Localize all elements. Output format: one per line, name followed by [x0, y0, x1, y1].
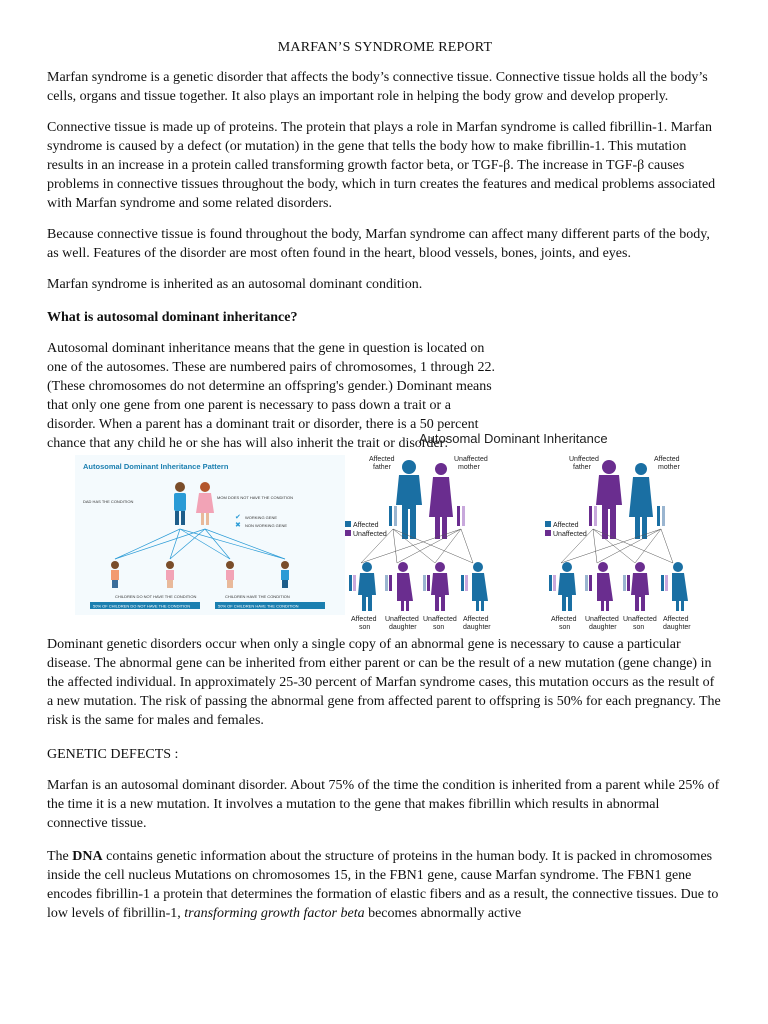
p1-father-l1: Affected: [369, 456, 395, 463]
svg-text:son: son: [359, 624, 371, 631]
inheritance-tree-diagram: [339, 451, 723, 633]
svg-text:Unaffected: Unaffected: [423, 616, 457, 623]
svg-text:daughter: daughter: [463, 624, 491, 631]
panel-affected-father: [345, 456, 491, 631]
chance-yes-label: 50% OF CHILDREN HAVE THE CONDITION: [218, 603, 299, 609]
svg-text:Affected: Affected: [351, 616, 377, 623]
paragraph-marfan: Marfan is an autosomal dominant disorder. About 75% of the time the condition is inherited from a parent while 25% of the time it is a new mutation. It involves a mutation to the gene that makes fibrillin which results in abnormal connective tissue.: [47, 778, 720, 831]
svg-text:Affected: Affected: [551, 616, 577, 623]
svg-text:son: son: [559, 624, 571, 631]
right-fig-title: Autosomal Dominant Inheritance: [419, 431, 608, 446]
p1-legend-affected: Affected: [353, 522, 379, 529]
svg-text:Unaffected: Unaffected: [623, 616, 657, 623]
left-fig-title: Autosomal Dominant Inheritance Pattern: [83, 462, 229, 471]
panel-affected-mother: [545, 456, 691, 631]
dad-label: DAD HAS THE CONDITION: [83, 499, 134, 504]
mom-label: MOM DOES NOT HAVE THE CONDITION: [217, 495, 294, 500]
dna-term: DNA: [72, 849, 103, 864]
tgf-beta-term: transforming growth factor beta: [184, 906, 365, 921]
svg-text:son: son: [633, 624, 645, 631]
p1-legend-unaffected: Unaffected: [353, 531, 387, 538]
svg-text:Affected: Affected: [663, 616, 689, 623]
svg-text:Unaffected: Unaffected: [385, 616, 419, 623]
children-yes-label: CHILDREN HAVE THE CONDITION: [225, 594, 290, 599]
p2-legend-unaffected: Unaffected: [553, 531, 587, 538]
paragraph-dominant: Dominant genetic disorders occur when only a single copy of an abnormal gene is necessary to cause a particular disease. The abnormal gene can be inherited from either parent or can be the result of a new mutation (gene change) in the affected individual. In approximately 25-30 percent of Marfan syndrome cases, this mutation occurs as the result of a new mutation. The risk of passing the abnormal gene from affected parent to offspring is 50% for each pregnancy. The risk is the same for males and females.: [47, 637, 721, 728]
svg-text:✖: ✖: [235, 521, 241, 529]
svg-text:daughter: daughter: [389, 624, 417, 631]
svg-text:Unaffected: Unaffected: [585, 616, 619, 623]
p2-legend-affected: Affected: [553, 522, 579, 529]
svg-text:son: son: [433, 624, 445, 631]
p2-mother-l2: mother: [658, 464, 680, 471]
svg-text:daughter: daughter: [663, 624, 691, 631]
legend-working: WORKING GENE: [245, 515, 278, 520]
genetic-defects-heading: GENETIC DEFECTS :: [47, 747, 179, 762]
p2-mother-l1: Affected: [654, 456, 680, 463]
chance-no-label: 50% OF CHILDREN DO NOT HAVE THE CONDITION: [93, 603, 191, 609]
paragraph-dna: The DNA contains genetic information about the structure of proteins in the human body. It is packed in chromosomes inside the cell nucleus Mutations on chromosomes 15, in the FBN1 gene, cause Marfan syndrome. The FBN1 gene encodes fibrillin-1 a protein that determines the formation of elastic fibers and as a result, the connective tissues. Due to low levels of fibrillin-1, transforming growth factor beta becomes abnormally active: [47, 849, 719, 921]
inheritance-pattern-diagram: [75, 455, 345, 615]
paragraph-inherited: Marfan syndrome is inherited as an autosomal dominant condition.: [47, 277, 423, 292]
paragraph-intro: Marfan syndrome is a genetic disorder that affects the body’s connective tissue. Connective tissue holds all the body’s cells, organs and tissue together. It also plays an important role in helping the body grow and develop properly.: [47, 70, 708, 104]
inheritance-figures: [47, 433, 723, 633]
question-heading: What is autosomal dominant inheritance?: [47, 310, 298, 325]
document-page: [47, 40, 723, 923]
p2-father-l2: father: [573, 464, 591, 471]
p1-mother-l1: Unaffected: [454, 456, 488, 463]
svg-text:✔: ✔: [235, 513, 241, 521]
legend-nonworking: NON WORKING GENE: [245, 523, 288, 528]
children-no-label: CHILDREN DO NOT HAVE THE CONDITION: [115, 594, 197, 599]
paragraph-autosomal: Autosomal dominant inheritance means that the gene in question is located on one of the autosomes. These are numbered pairs of chromosomes, 1 through 22. (These chromosomes do not determine an offspring's gender.) Dominant means that only one gene from one parent is necessary to pass down a trait or a disorder. When a parent has a dominant trait or disorder, there is a 50 percent chance that any child he or she has will also inherit the trait or disorder:: [47, 341, 496, 451]
p1-father-l2: father: [373, 464, 391, 471]
paragraph-features: Because connective tissue is found throughout the body, Marfan syndrome can affect many different parts of the body, as well. Features of the disorder are most often found in the heart, blood vessels, bones, joints, and eyes.: [47, 227, 710, 261]
paragraph-proteins: Connective tissue is made up of proteins. The protein that plays a role in Marfan syndrome is called fibrillin-1. Marfan syndrome is caused by a defect (or mutation) in the gene that tells the body how to make fibrillin-1. This mutation results in an increase in a protein called transforming growth factor beta, or TGF-β. The increase in TGF-β causes problems in connective tissues throughout the body, which in turn creates the features and medical problems associated with Marfan syndrome and some related disorders.: [47, 120, 716, 211]
svg-text:Affected: Affected: [463, 616, 489, 623]
p2-father-l1: Unffected: [569, 456, 599, 463]
report-title: MARFAN’S SYNDROME REPORT: [277, 40, 493, 55]
p1-mother-l2: mother: [458, 464, 480, 471]
svg-text:daughter: daughter: [589, 624, 617, 631]
